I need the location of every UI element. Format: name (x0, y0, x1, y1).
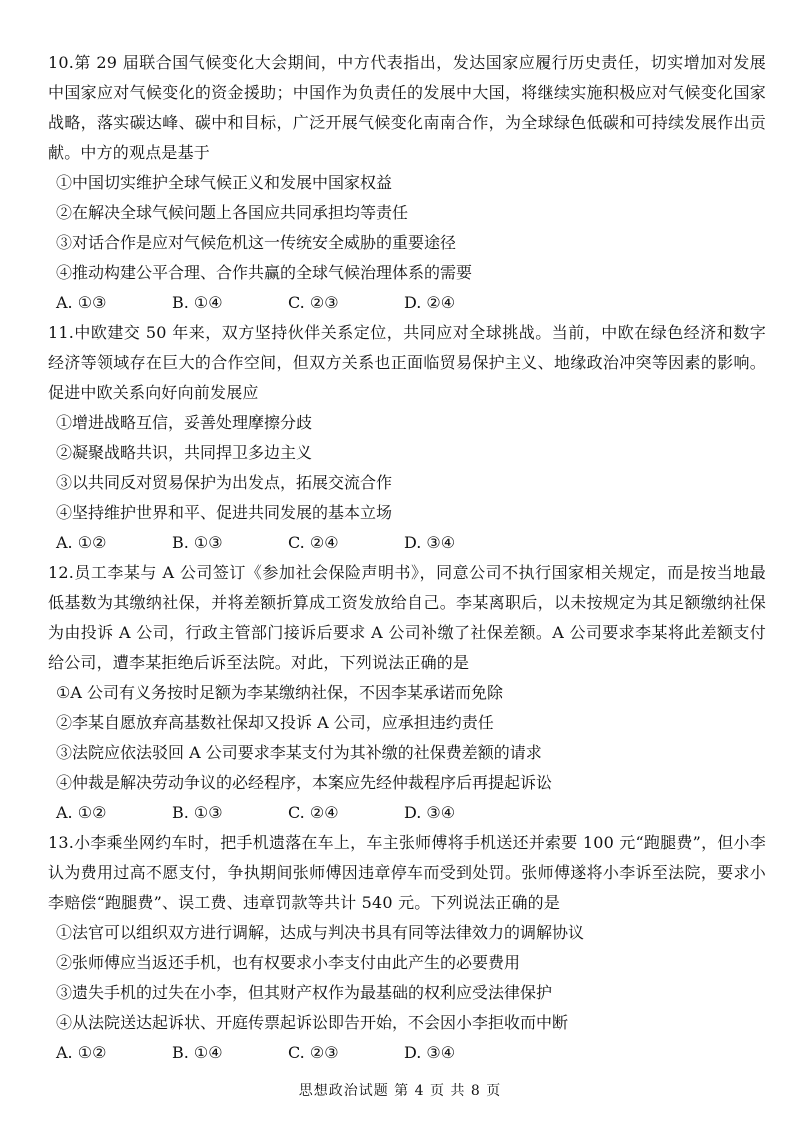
statement-4: ④推动构建公平合理、合作共赢的全球气候治理体系的需要 (56, 263, 473, 282)
statement-2: ②张师傅应当返还手机，也有权要求小李支付由此产生的必要费用 (56, 953, 521, 972)
answer-choices (48, 528, 766, 558)
statement-1: ①增进战略互信，妥善处理摩擦分歧 (56, 413, 313, 432)
statement-4: ④从法院送达起诉状、开庭传票起诉讼即告开始，不会因小李拒收而中断 (56, 1013, 569, 1032)
choice-a: A. ①② (56, 1043, 107, 1062)
statement-3: ③遗失手机的过失在小李，但其财产权作为最基础的权利应受法律保护 (56, 983, 553, 1002)
answer-choices (48, 1038, 766, 1068)
choice-a: A. ①② (56, 803, 107, 822)
statement-4: ④仲裁是解决劳动争议的必经程序，本案应先经仲裁程序后再提起诉讼 (56, 773, 553, 792)
choice-b: B. ①③ (172, 533, 223, 552)
choice-a: A. ①② (56, 533, 107, 552)
question-stem: 10.第 29 届联合国气候变化大会期间，中方代表指出，发达国家应履行历史责任，切实增加对发展中国家应对气候变化的资金援助；中国作为负责任的发展中大国，将继续实施积极应对气候变化国家战略，落实碳达峰、碳中和目标，广泛开展气候变化南南合作，为全球绿色低碳和可持续发展作出贡献。中方的观点是基于 (48, 53, 766, 162)
question-12 (48, 558, 766, 828)
answer-choices (48, 798, 766, 828)
choice-b: B. ①③ (172, 803, 223, 822)
choice-c: C. ②③ (288, 1043, 339, 1062)
choice-c: C. ②④ (288, 533, 339, 552)
statement-3: ③以共同反对贸易保护为出发点，拓展交流合作 (56, 473, 393, 492)
question-stem: 11.中欧建交 50 年来，双方坚持伙伴关系定位，共同应对全球挑战。当前，中欧在绿色经济和数字经济等领域存在巨大的合作空间，但双方关系也正面临贸易保护主义、地缘政治冲突等因素的影响。促进中欧关系向好向前发展应 (48, 323, 766, 402)
answer-choices (48, 288, 766, 318)
choice-c: C. ②④ (288, 803, 339, 822)
choice-d: D. ③④ (404, 803, 456, 822)
question-13 (48, 828, 766, 1068)
choice-b: B. ①④ (172, 293, 223, 312)
statement-1: ①A 公司有义务按时足额为李某缴纳社保，不因李某承诺而免除 (56, 683, 503, 702)
choice-d: D. ②④ (404, 293, 456, 312)
statement-2: ②在解决全球气候问题上各国应共同承担均等责任 (56, 203, 409, 222)
statement-4: ④坚持维护世界和平、促进共同发展的基本立场 (56, 503, 393, 522)
choice-c: C. ②③ (288, 293, 339, 312)
statement-3: ③法院应依法驳回 A 公司要求李某支付为其补缴的社保费差额的请求 (56, 743, 542, 762)
statement-1: ①法官可以组织双方进行调解，达成与判决书具有同等法律效力的调解协议 (56, 923, 585, 942)
question-stem: 13.小李乘坐网约车时，把手机遗落在车上，车主张师傅将手机送还并索要 100 元“跑腿费”，但小李认为费用过高不愿支付，争执期间张师傅因违章停车而受到处罚。张师傅遂将小李诉至法院，要求小李赔偿“跑腿费”、误工费、违章罚款等共计 540 元。下列说法正确的是 (48, 833, 766, 912)
choice-a: A. ①③ (56, 293, 107, 312)
statement-1: ①中国切实维护全球气候正义和发展中国家权益 (56, 173, 393, 192)
question-11 (48, 318, 766, 558)
question-stem: 12.员工李某与 A 公司签订《参加社会保险声明书》，同意公司不执行国家相关规定，而是按当地最低基数为其缴纳社保，并将差额折算成工资发放给自己。李某离职后，以未按规定为其足额缴纳社保为由投诉 A 公司，行政主管部门接诉后要求 A 公司补缴了社保差额。A 公司要求李某将此差额支付给公司，遭李某拒绝后诉至法院。对此，下列说法正确的是 (48, 563, 766, 672)
choice-d: D. ③④ (404, 533, 456, 552)
choice-d: D. ③④ (404, 1043, 456, 1062)
page-footer: 思想政治试题 第 4 页 共 8 页 (298, 1083, 502, 1099)
question-10 (48, 48, 766, 318)
choice-b: B. ①④ (172, 1043, 223, 1062)
statement-2: ②李某自愿放弃高基数社保却又投诉 A 公司，应承担违约责任 (56, 713, 494, 732)
statement-3: ③对话合作是应对气候危机这一传统安全威胁的重要途径 (56, 233, 457, 252)
statement-2: ②凝聚战略共识，共同捍卫多边主义 (56, 443, 313, 462)
